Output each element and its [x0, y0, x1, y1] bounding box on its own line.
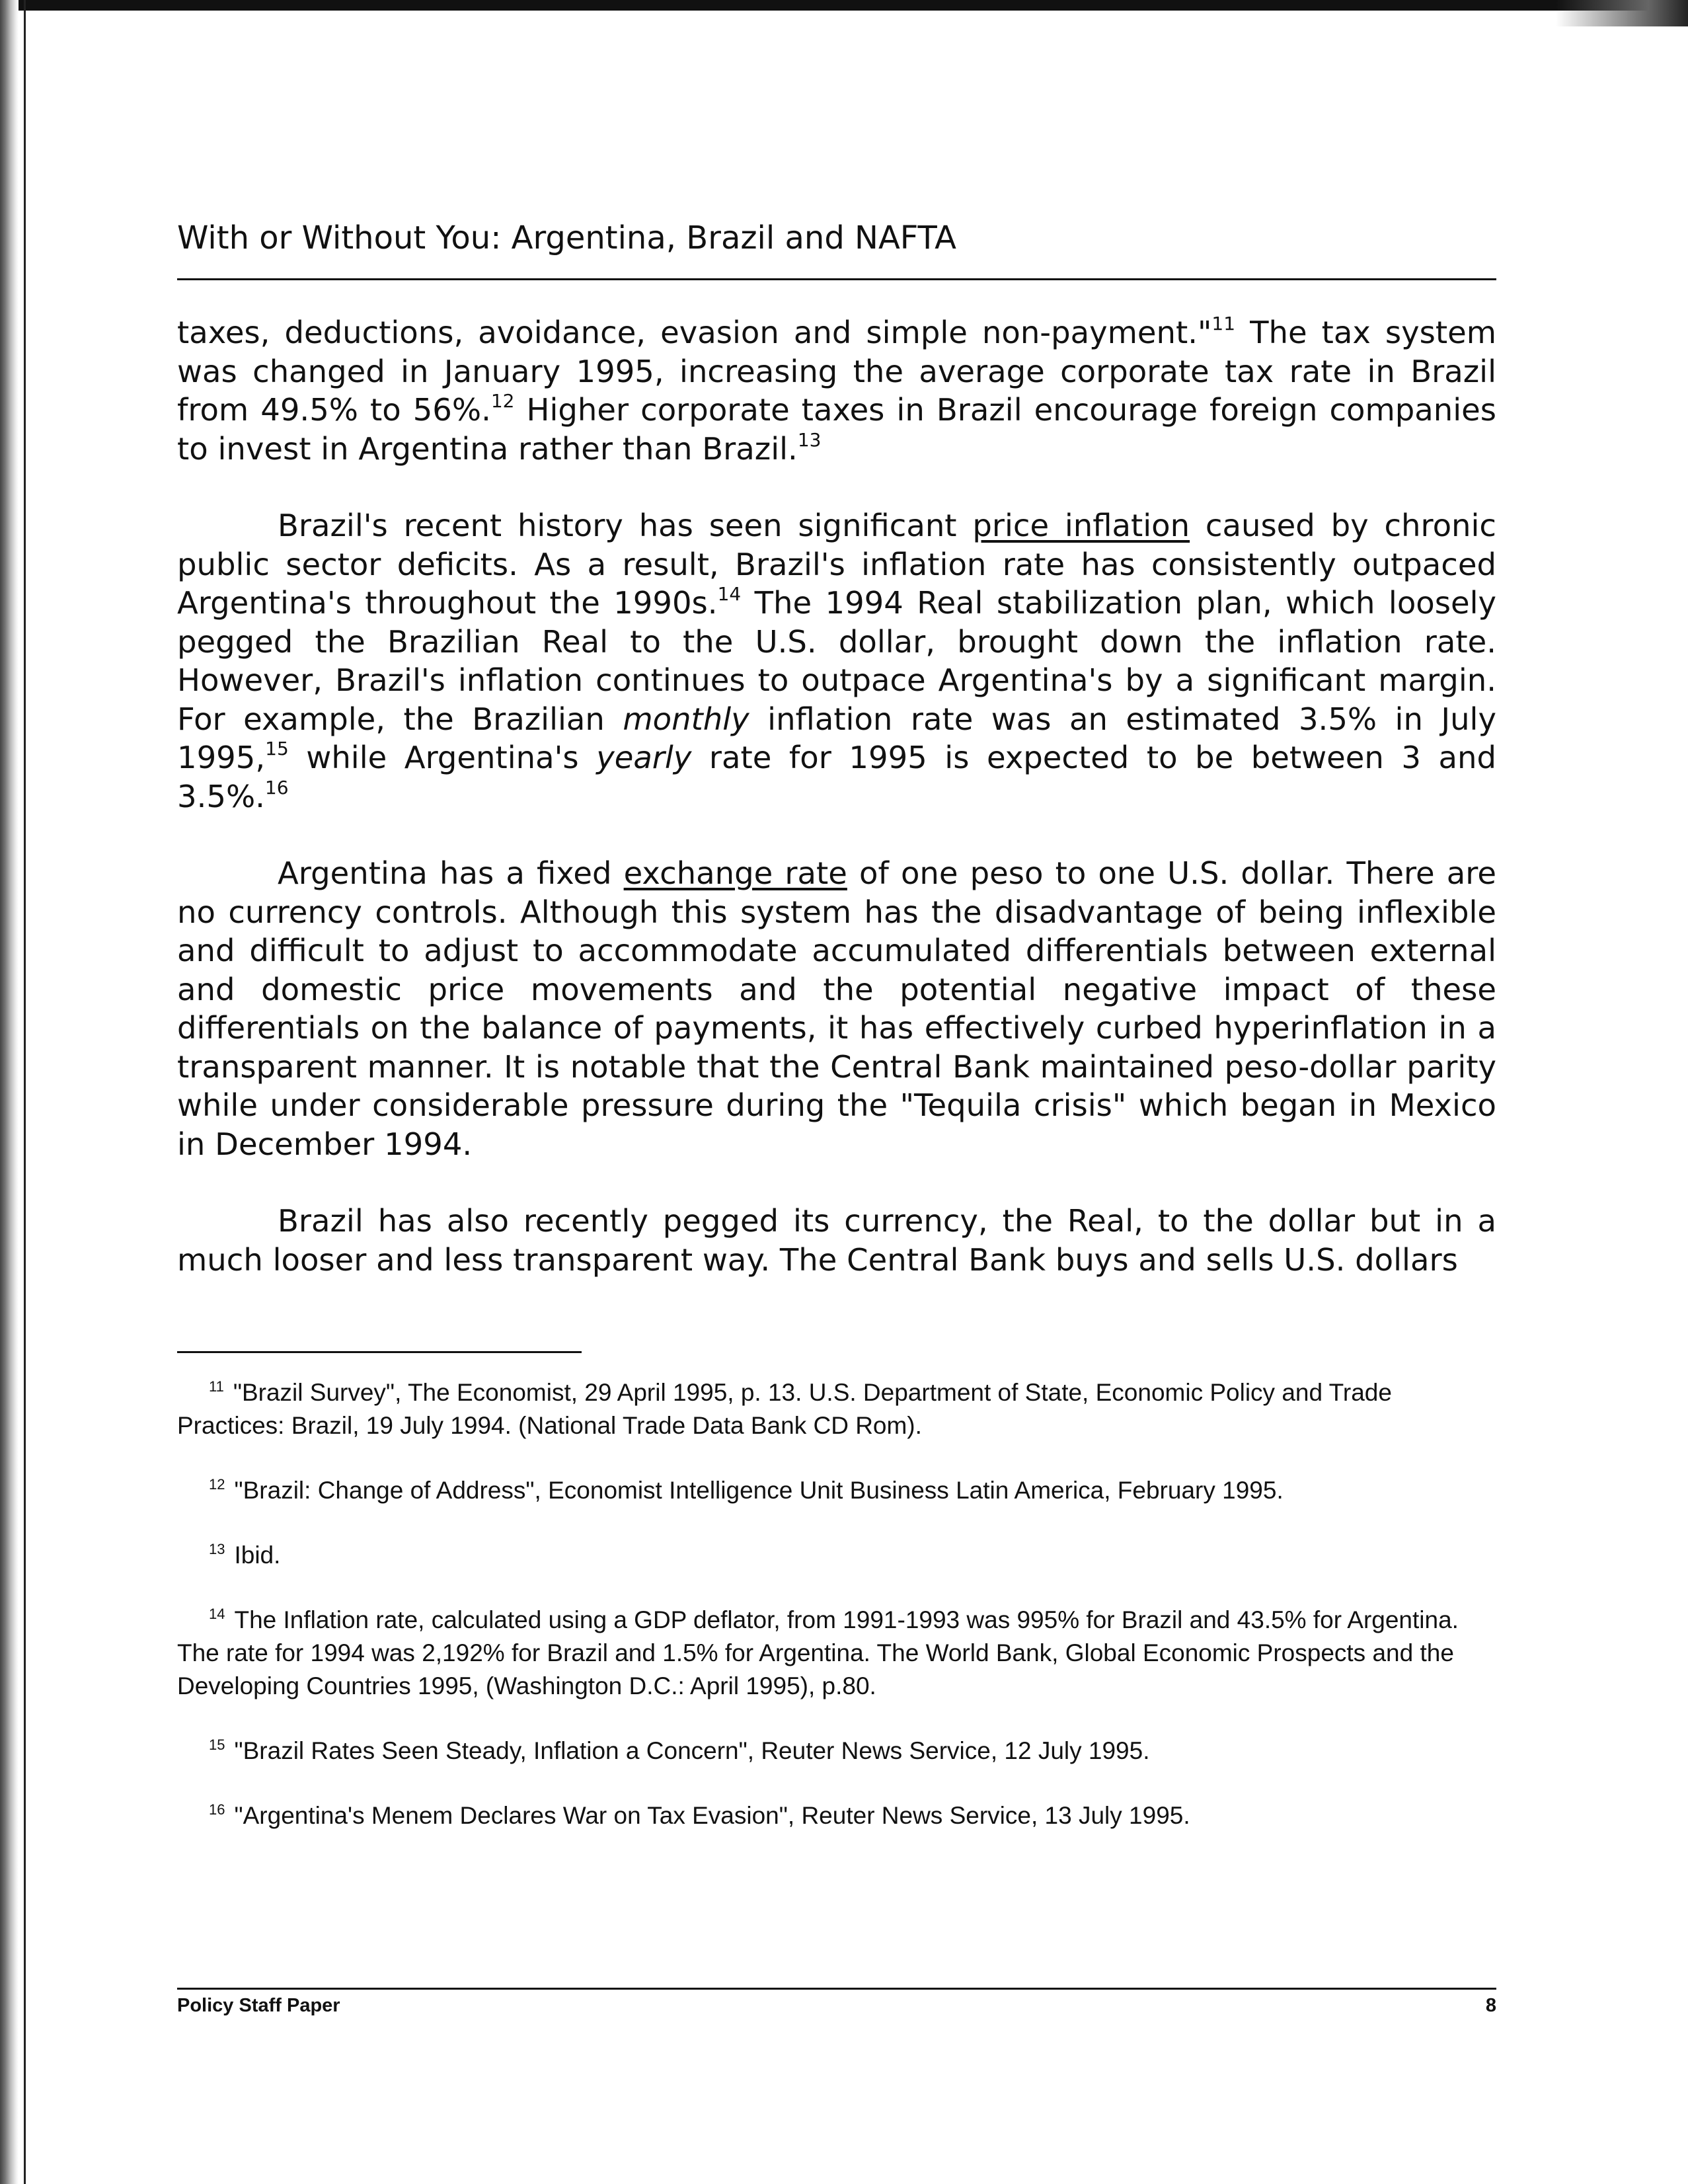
page-number: 8 [1485, 1995, 1496, 2016]
scan-corner-artifact [1556, 0, 1688, 26]
footnote-ref-13: 13 [797, 428, 822, 451]
footnote-ref-15: 15 [265, 738, 289, 760]
scan-border-left [0, 0, 19, 2184]
footnote-13: $^{13}$ Ibid. [209, 1541, 281, 1569]
paragraph-3: Argentina has a fixed exchange rate of one peso to one U.S. dollar. There are no currency controls. Although this system has the disadvantage of being inflexible and difficult to adjust to accommodate accumulated differentials between external and domestic price movements and the potential negative impact of these differentials on the balance of payments, it has effectively curbed hyperinflation in a transparent manner. It is notable that the Central Bank maintained peso-dollar parity while under considerable pressure during the "Tequila crisis" which began in Mexico in December 1994. [177, 855, 1497, 1162]
footnote-ref-16: 16 [264, 776, 289, 799]
footnote-ref-12: 12 [490, 390, 515, 412]
scan-edge-line [24, 0, 26, 2184]
exchange-rate-link[interactable]: exchange rate [623, 855, 847, 891]
footnotes [177, 1376, 1466, 1864]
footer-title: Policy Staff Paper [177, 1995, 340, 2016]
footnote-ref-14: 14 [717, 583, 742, 605]
body-text [177, 313, 1496, 1317]
paragraph-2: Brazil's recent history has seen significant price inflation caused by chronic public sector deficits. As a result, Brazil's inflation rate has consistently outpaced Argentina's throughout the 1990s.$^{14}$ The 1994 Real stabilization plan, which loosely pegged the Brazilian Real to the U.S. dollar, brought down the inflation rate. However, Brazil's inflation continues to outpace Argentina's by a significant margin. For example, the Brazilian monthly inflation rate was an estimated 3.5% in July 1995,15 while Argentina's yearly rate for 1995 is expected to be between 3 and 3.5%.$^{16}$ [177, 508, 1497, 814]
paragraph-1: taxes, deductions, avoidance, evasion and simple non-payment."$^{11}$ The tax system was changed in January 1995, increasing the average corporate tax rate in Brazil from 49.5% to 56%.$^{12}$ Higher corporate taxes in Brazil encourage foreign companies to invest in Argentina rather than Brazil.$^{13}$ [177, 313, 1497, 467]
footnote-12: $^{12}$ "Brazil: Change of Address", Economist Intelligence Unit Business Latin America, February 1995. [209, 1476, 1284, 1504]
footnote-11: $^{11}$ "Brazil Survey", The Economist, 29 April 1995, p. 13. U.S. Department of State, Economic Policy and Trade Practices: Brazil, 19 July 1994. (National Trade Data Bank CD Rom). [177, 1378, 1392, 1439]
scan-border-top [0, 0, 1688, 11]
footnote-14: $^{14}$ The Inflation rate, calculated using a GDP deflator, from 1991-1993 was 995% for Brazil and 43.5% for Argentina. The rate for 1994 was 2,192% for Brazil and 1.5% for Argentina. The World Bank, Global Economic Prospects and the Developing Countries 1995, (Washington D.C.: April 1995), p.80. [177, 1606, 1459, 1699]
footnote-divider [177, 1351, 582, 1353]
header-divider [177, 278, 1496, 280]
paragraph-4: Brazil has also recently pegged its currency, the Real, to the dollar but in a much looser and less transparent way. The Central Bank buys and sells U.S. dollars [177, 1203, 1496, 1278]
footnote-ref-11: 11 [1211, 313, 1236, 334]
footnote-15: $^{15}$ "Brazil Rates Seen Steady, Inflation a Concern", Reuter News Service, 12 July 1995. [209, 1736, 1150, 1764]
footnote-16: $^{16}$ "Argentina's Menem Declares War on Tax Evasion", Reuter News Service, 13 July 1995. [209, 1801, 1190, 1829]
price-inflation-link[interactable]: price inflation [972, 508, 1190, 543]
footer-divider [177, 1988, 1496, 1990]
running-header: With or Without You: Argentina, Brazil and NAFTA [177, 219, 956, 256]
